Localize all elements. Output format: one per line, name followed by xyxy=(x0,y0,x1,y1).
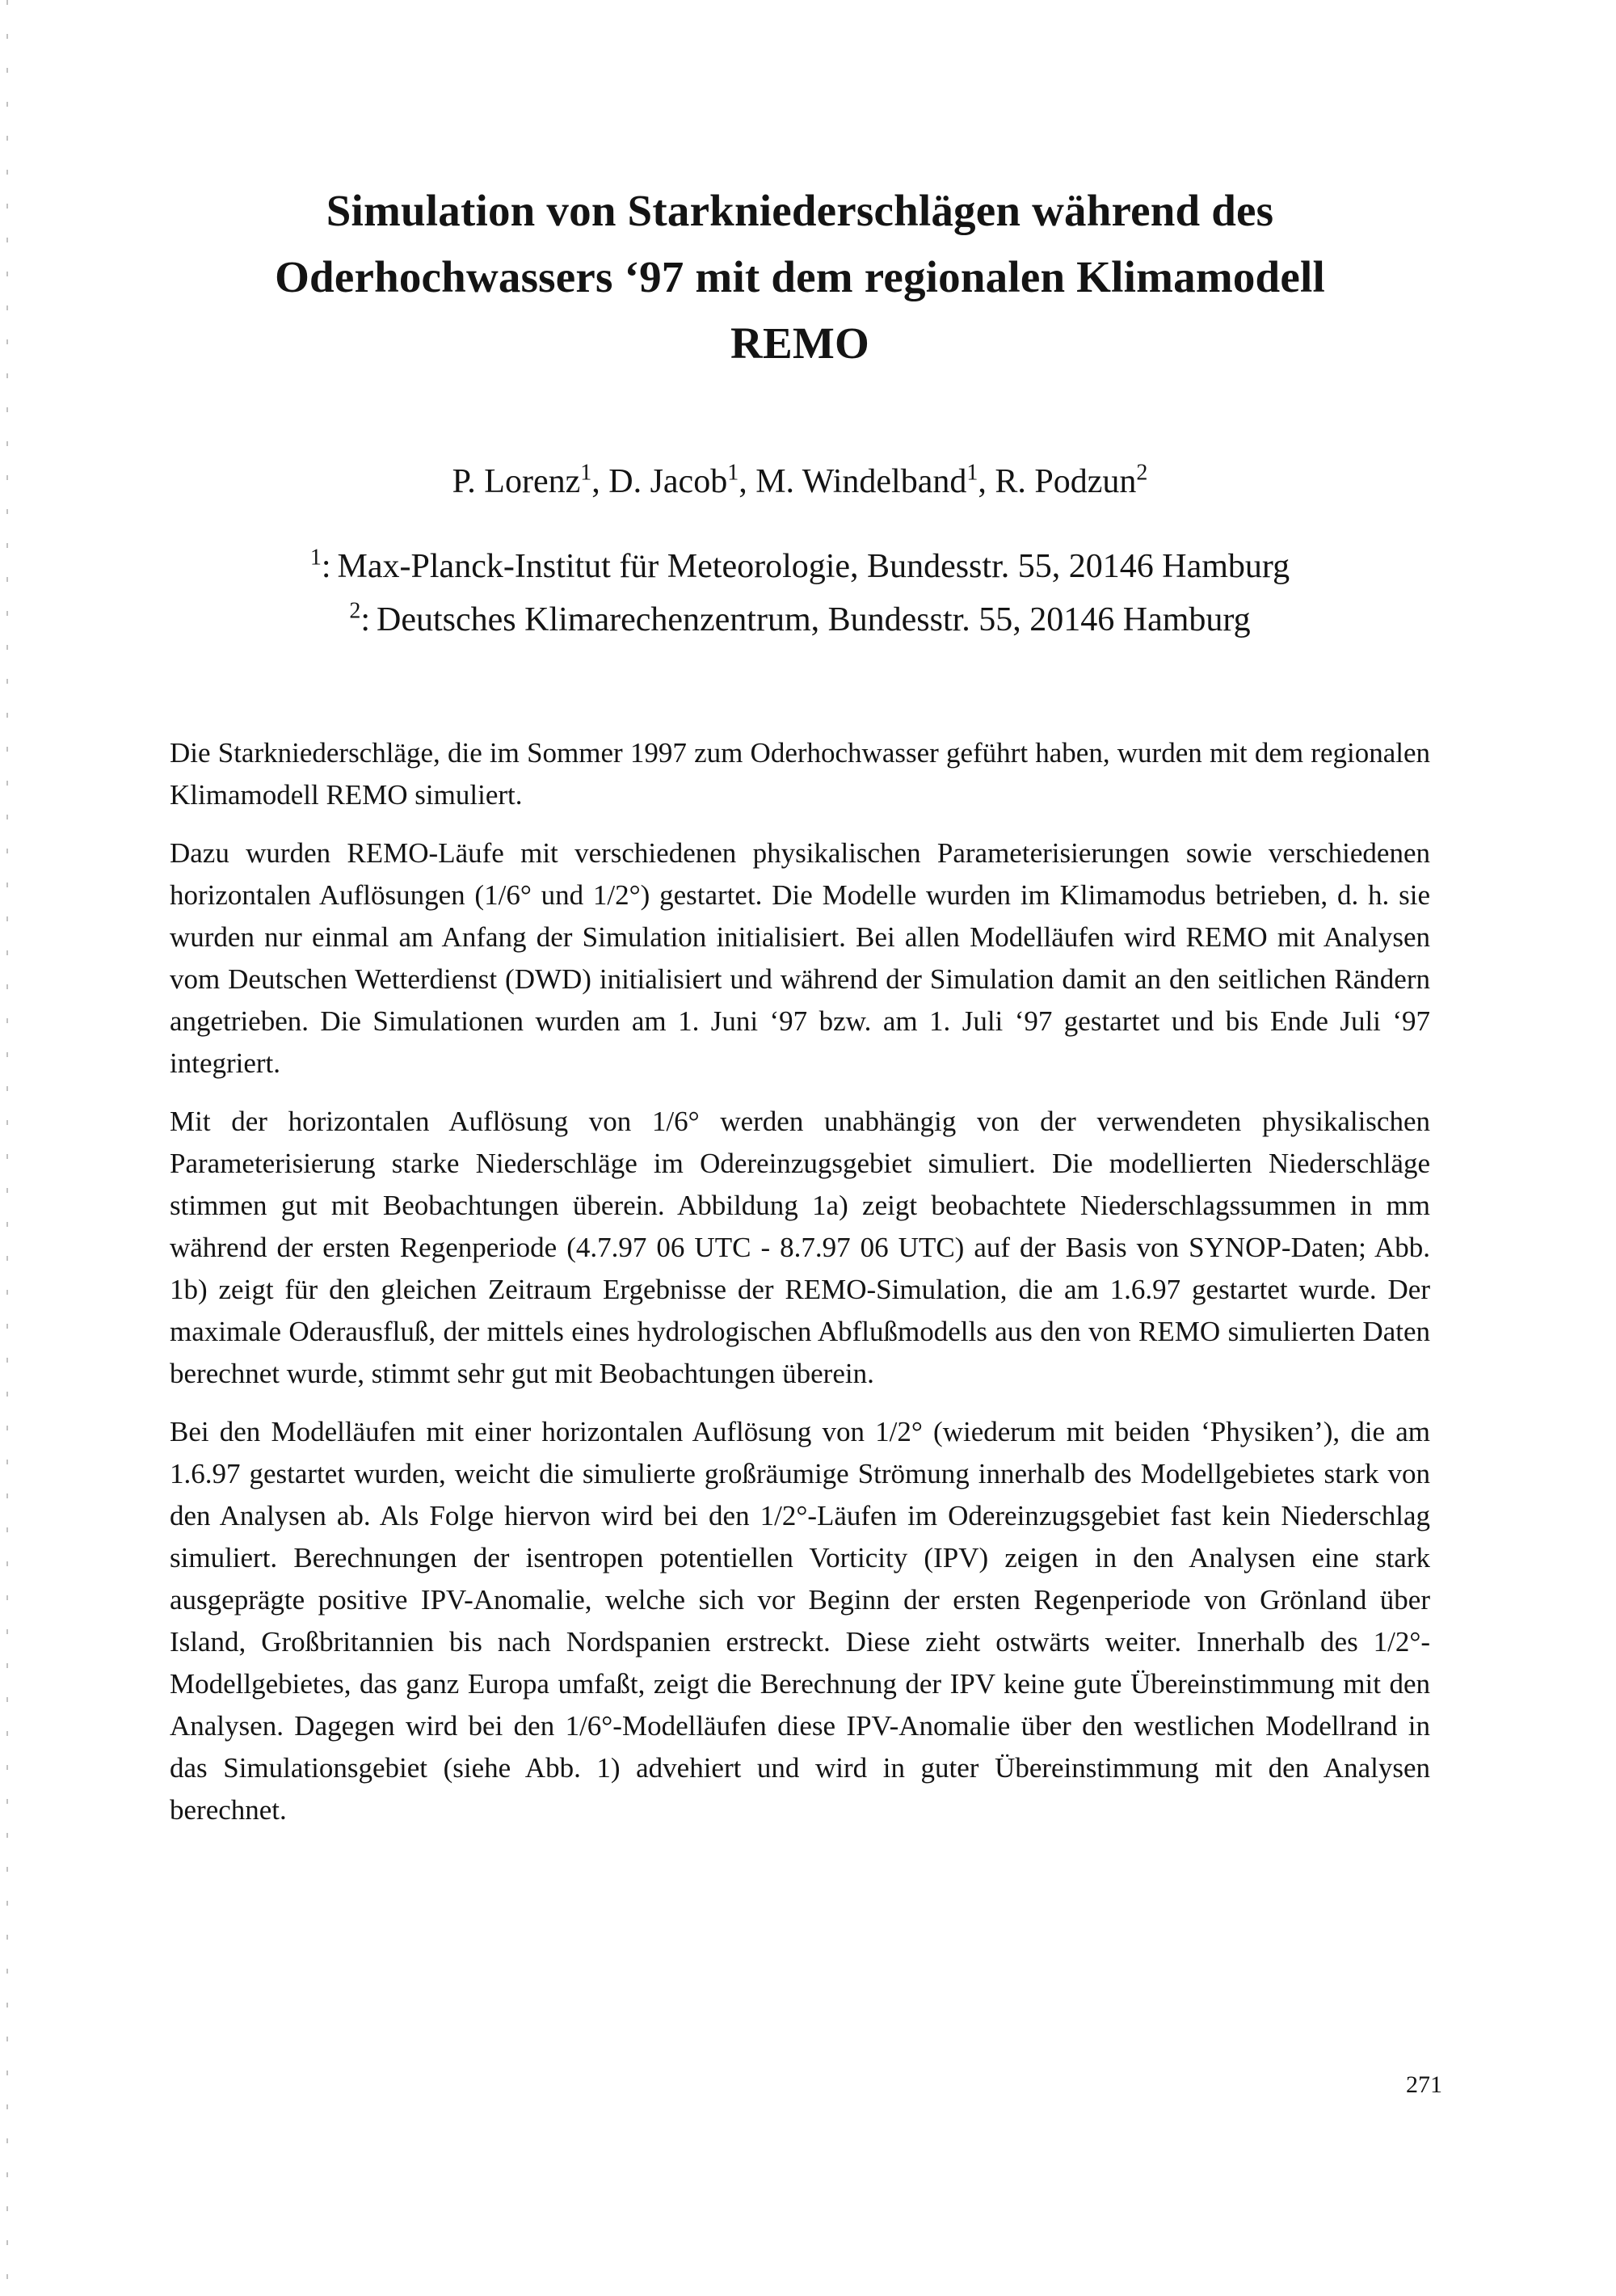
author-affil-marker: 2 xyxy=(1136,460,1148,486)
affiliation-text: Max-Planck-Institut für Meteorologie, Bundesstr. 55, 20146 Hamburg xyxy=(337,548,1290,585)
paragraph: Bei den Modelläufen mit einer horizontalen Auflösung von 1/2° (wiederum mit beiden ‘Physiken’), die am 1.6.97 gestartet wurden, weicht die simulierte großräumige Strömung innerhalb des Modellgebietes stark von den Analysen ab. Als Folge hiervon wird bei den 1/2°-Läufen im Odereinzugsgebiet fast kein Niederschlag simuliert. Berechnungen der isentropen potentiellen Vorticity (IPV) zeigen in den Analysen eine stark ausgeprägte positive IPV-Anomalie, welche sich vor Beginn der ersten Regenperiode von Grönland über Island, Großbritannien bis nach Nordspanien erstreckt. Diese zieht ostwärts weiter. Innerhalb des 1/2°-Modellgebietes, das ganz Europa umfaßt, zeigt die Berechnung der IPV keine gute Übereinstimmung mit den Analysen. Dagegen wird bei den 1/6°-Modelläufen diese IPV-Anomalie über den westlichen Modellrand in das Simulationsgebiet (siehe Abb. 1) advehiert und wird in guter Übereinstimmung mit den Analysen berechnet. xyxy=(170,1416,1430,1826)
paragraph: Dazu wurden REMO-Läufe mit verschiedenen physikalischen Parameterisierungen sowie verschiedenen horizontalen Auflösungen (1/6° und 1/2°) gestartet. Die Modelle wurden im Klimamodus betrieben, d. h. sie wurden nur einmal am Anfang der Simulation initialisiert. Bei allen Modelläufen wird REMO mit Analysen vom Deutschen Wetterdienst (DWD) initialisiert und während der Simulation damit an den seitlichen Rändern angetrieben. Die Simulationen wurden am 1. Juni ‘97 bzw. am 1. Juli ‘97 gestartet und bis Ende Juli ‘97 integriert. xyxy=(170,837,1430,1079)
author-affil-marker: 1 xyxy=(580,460,592,486)
affiliation-marker: 1 xyxy=(309,545,322,571)
affiliation: $^1$: Max-Planck-Institut für Meteorologie, Bundesstr. 55, 20146 Hamburg xyxy=(309,545,1290,585)
author-affil-marker: 1 xyxy=(727,460,739,486)
affiliation-marker: 2 xyxy=(349,598,361,624)
title-line: REMO xyxy=(730,318,869,368)
paragraph: Mit der horizontalen Auflösung von 1/6° werden unabhängig von der verwendeten physikalischen Parameterisierung starke Niederschläge im Odereinzugsgebiet simuliert. Die modellierten Niederschläge stimmen gut mit Beobachtungen überein. Abbildung 1a) zeigt beobachtete Niederschlagssummen in mm während der ersten Regenperiode (4.7.97 06 UTC - 8.7.97 06 UTC) auf der Basis von SYNOP-Daten; Abb. 1b) zeigt für den gleichen Zeitraum Ergebnisse der REMO-Simulation, die am 1.6.97 gestartet wurde. Der maximale Oderausfluß, der mittels eines hydrologischen Abflußmodells aus den von REMO simulierten Daten berechnet wurde, stimmt sehr gut mit Beobachtungen überein. xyxy=(170,1106,1430,1389)
author-name: M. Windelband xyxy=(755,463,967,500)
affiliation-list xyxy=(170,540,1430,647)
author-name: D. Jacob xyxy=(608,463,728,500)
author-affil-marker: 1 xyxy=(966,460,978,486)
author-name: P. Lorenz xyxy=(452,463,581,500)
title-line: Simulation von Starkniederschlägen während des xyxy=(326,186,1274,235)
paper-title xyxy=(170,178,1430,377)
affiliation: $^2$: Deutsches Klimarechenzentrum, Bundesstr. 55, 20146 Hamburg xyxy=(349,598,1251,638)
author-list: P. Lorenz$^1$, D. Jacob$^1$, M. Windelband$^1$, R. Podzun$^2$ xyxy=(452,460,1148,500)
scan-edge xyxy=(6,0,8,2296)
author-name: R. Podzun xyxy=(995,463,1137,500)
paragraph: Die Starkniederschläge, die im Sommer 1997 zum Oderhochwasser geführt haben, wurden mit dem regionalen Klimamodell REMO simuliert. xyxy=(170,737,1430,811)
body-text xyxy=(170,732,1430,1831)
paper-page xyxy=(170,178,1430,1847)
affiliation-text: Deutsches Klimarechenzentrum, Bundesstr. 55, 20146 Hamburg xyxy=(377,601,1251,638)
page-number: 271 xyxy=(1406,2071,1442,2098)
title-line: Oderhochwassers ‘97 mit dem regionalen Klimamodell xyxy=(275,252,1325,301)
